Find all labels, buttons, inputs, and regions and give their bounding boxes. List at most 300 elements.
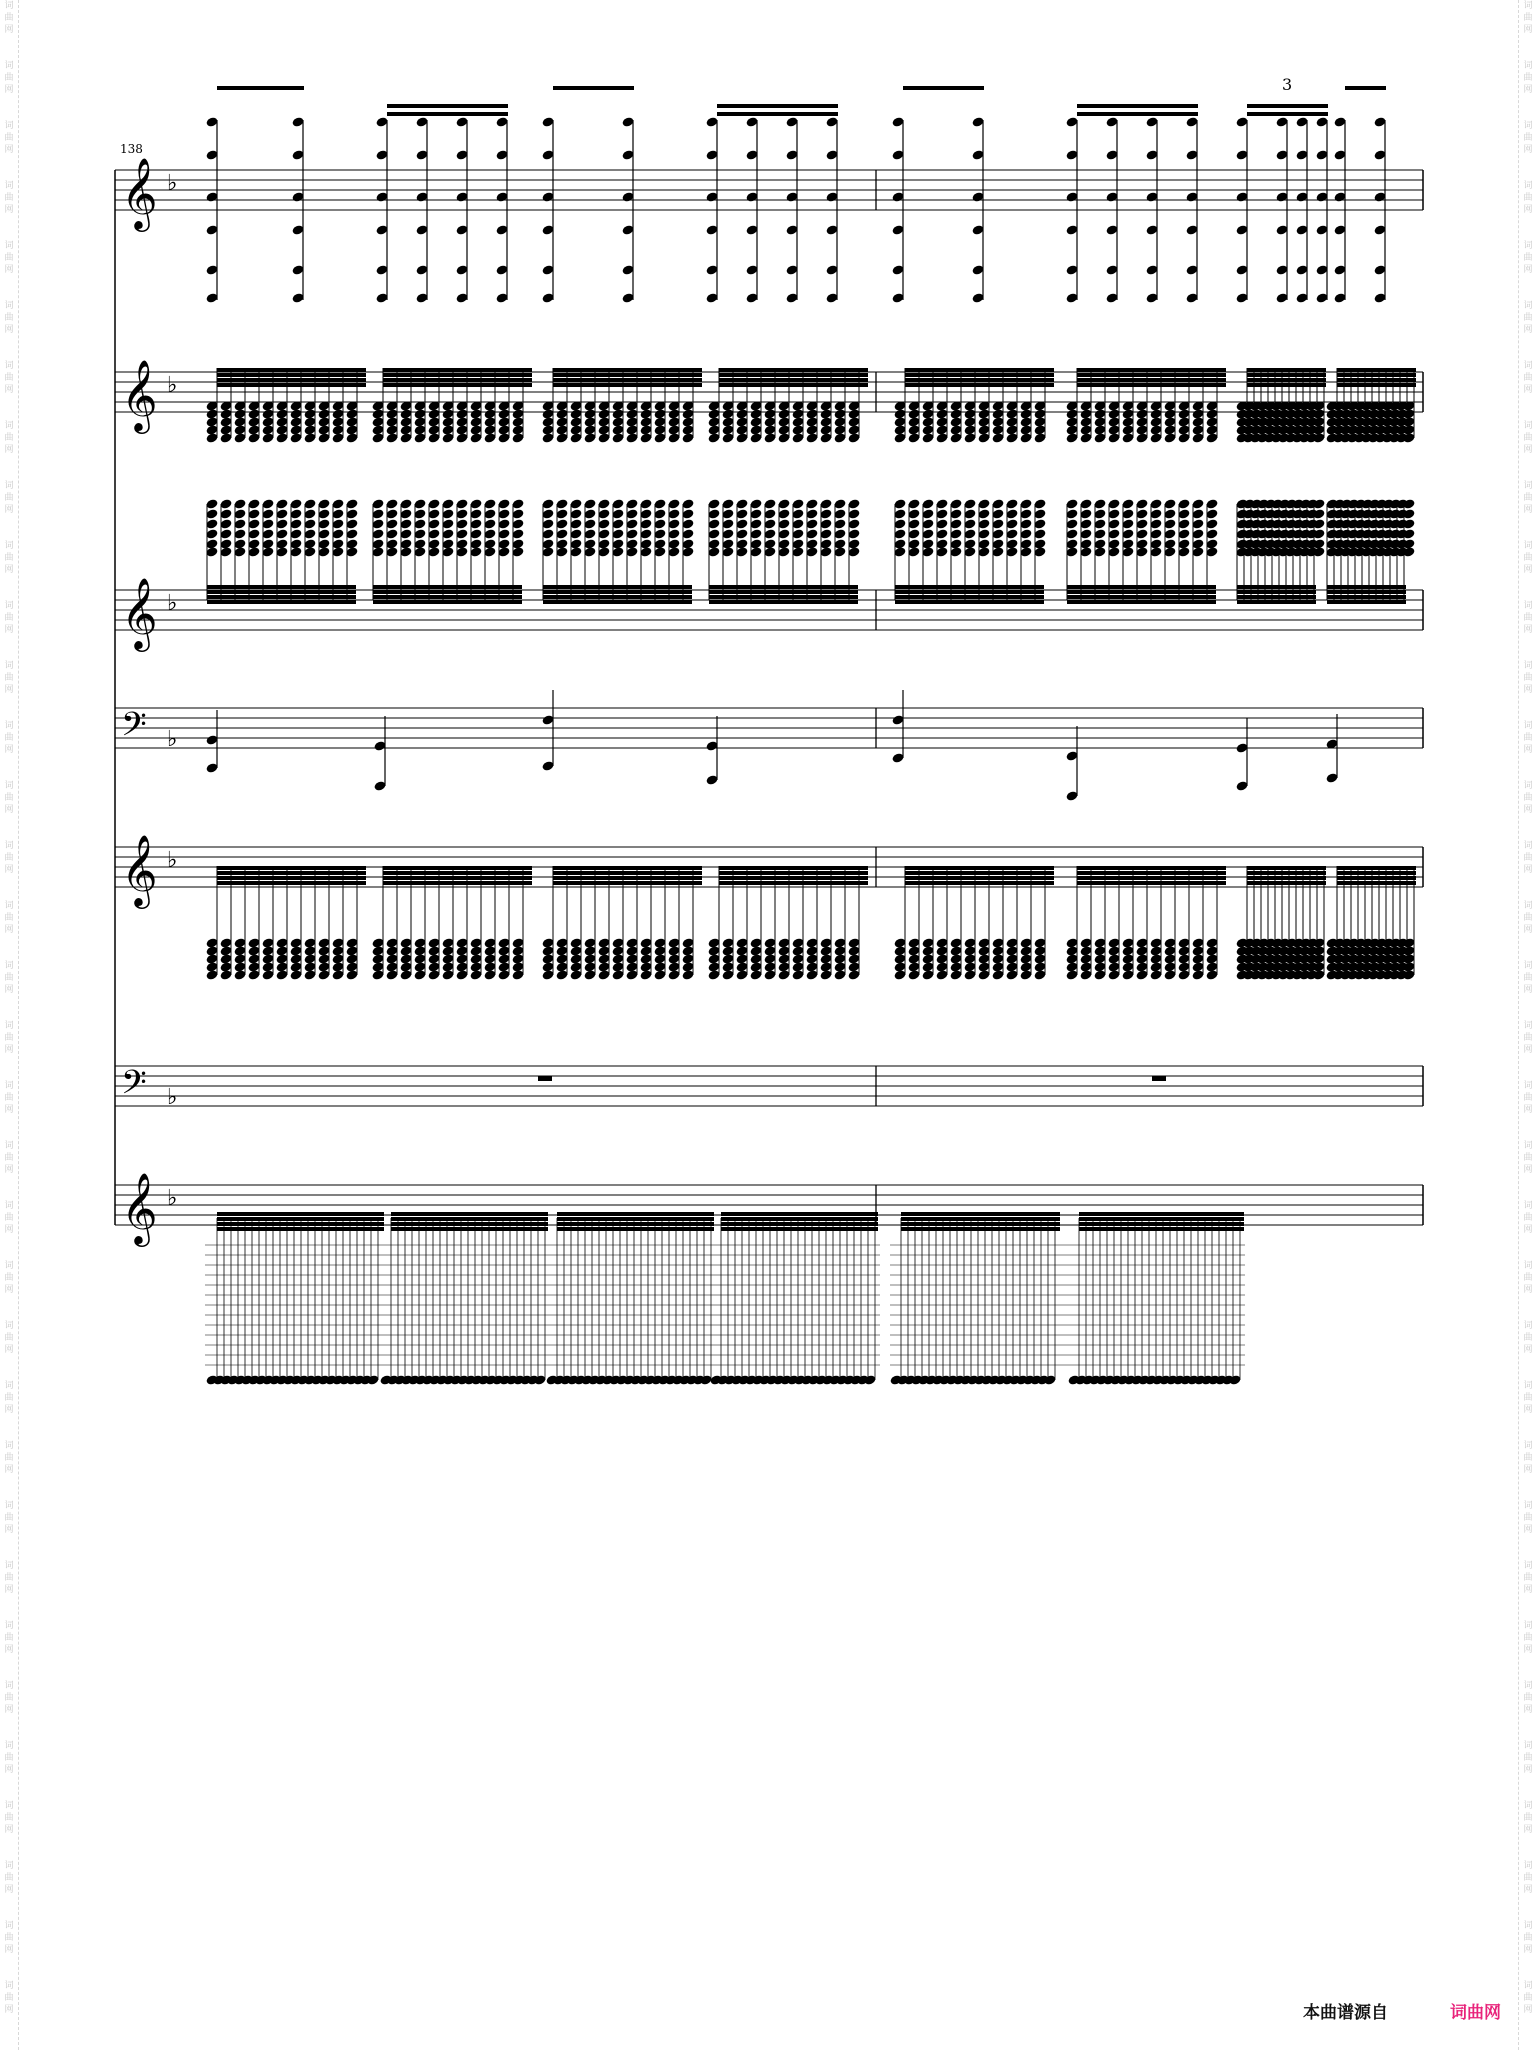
beam	[217, 1227, 384, 1231]
watermark-glyph: 网	[1523, 205, 1533, 215]
beam	[905, 866, 1054, 870]
watermark-glyph: 网	[1523, 85, 1533, 95]
watermark-glyph: 词	[1523, 1981, 1533, 1991]
watermark-glyph: 曲	[4, 253, 14, 263]
watermark-glyph: 词	[1523, 181, 1533, 191]
watermark-glyph: 曲	[1523, 1333, 1533, 1343]
watermark-glyph: 词	[4, 1, 14, 11]
beam	[1337, 871, 1416, 875]
beam	[383, 383, 532, 387]
beam	[207, 585, 356, 589]
watermark-glyph: 词	[4, 121, 14, 131]
watermark-glyph: 词	[4, 1801, 14, 1811]
watermark-glyph: 曲	[4, 733, 14, 743]
beam	[1077, 871, 1226, 875]
beam	[553, 876, 702, 880]
watermark-glyph: 曲	[4, 1453, 14, 1463]
watermark-glyph: 网	[4, 805, 14, 815]
watermark-glyph: 网	[1523, 1285, 1533, 1295]
beam	[719, 881, 868, 885]
beam	[383, 368, 532, 372]
watermark-glyph: 词	[1523, 1381, 1533, 1391]
beam	[1237, 590, 1316, 594]
beam	[1337, 378, 1416, 382]
watermark-glyph: 词	[4, 541, 14, 551]
watermark-glyph: 曲	[4, 913, 14, 923]
beam	[1247, 866, 1326, 870]
beam	[901, 1217, 1060, 1221]
beam	[1247, 112, 1328, 116]
watermark-glyph: 词	[1523, 901, 1533, 911]
beam	[1237, 595, 1316, 599]
watermark-glyph: 词	[1523, 1261, 1533, 1271]
watermark-glyph: 网	[4, 1345, 14, 1355]
beam	[895, 585, 1044, 589]
watermark-glyph: 网	[4, 1825, 14, 1835]
beam	[1327, 595, 1406, 599]
beam	[217, 871, 366, 875]
watermark-glyph: 词	[4, 1741, 14, 1751]
beam	[905, 871, 1054, 875]
watermark-glyph: 网	[1523, 325, 1533, 335]
watermark-glyph: 网	[1523, 685, 1533, 695]
watermark-glyph: 网	[1523, 1585, 1533, 1595]
beam	[383, 378, 532, 382]
beam	[553, 881, 702, 885]
watermark-glyph: 曲	[4, 793, 14, 803]
staff-5-notes	[205, 866, 1416, 981]
watermark-glyph: 网	[1523, 25, 1533, 35]
watermark-glyph: 词	[4, 1141, 14, 1151]
watermark-glyph: 词	[1523, 1861, 1533, 1871]
watermark-glyph: 网	[4, 1105, 14, 1115]
watermark-glyph: 词	[1523, 1081, 1533, 1091]
beam	[1079, 1227, 1244, 1231]
watermark-glyph: 词	[4, 1921, 14, 1931]
watermark-glyph: 网	[1523, 625, 1533, 635]
watermark-glyph: 曲	[4, 973, 14, 983]
watermark-glyph: 网	[1523, 1405, 1533, 1415]
watermark-glyph: 词	[1523, 121, 1533, 131]
staff-2-notes	[205, 368, 1416, 444]
beam	[373, 585, 522, 589]
watermark-glyph: 词	[1523, 1141, 1533, 1151]
beam	[1067, 600, 1216, 604]
watermark-glyph: 网	[4, 1645, 14, 1655]
beam	[1337, 881, 1416, 885]
watermark-glyph: 词	[4, 301, 14, 311]
watermark-glyph: 曲	[1523, 973, 1533, 983]
measure-number: 138	[120, 142, 143, 156]
watermark-glyph: 曲	[1523, 1273, 1533, 1283]
beam	[543, 590, 692, 594]
watermark-glyph: 词	[1523, 961, 1533, 971]
beam	[1337, 383, 1416, 387]
beam	[373, 590, 522, 594]
beam	[905, 373, 1054, 377]
beam	[553, 378, 702, 382]
watermark-glyph: 曲	[1523, 553, 1533, 563]
beam	[1247, 373, 1326, 377]
beam	[383, 876, 532, 880]
beam	[1247, 378, 1326, 382]
watermark-glyph: 词	[4, 1561, 14, 1571]
watermark-glyph: 网	[4, 265, 14, 275]
beam	[1077, 373, 1226, 377]
watermark-glyph: 网	[4, 2005, 14, 2015]
watermark-glyph: 网	[4, 1405, 14, 1415]
flat-key-signature: ♭	[167, 591, 178, 616]
watermark-glyph: 曲	[4, 1033, 14, 1043]
watermark-glyph: 曲	[4, 1633, 14, 1643]
beam	[1327, 585, 1406, 589]
beam	[373, 600, 522, 604]
watermark-glyph: 曲	[1523, 613, 1533, 623]
beam	[391, 1222, 548, 1226]
beam	[719, 368, 868, 372]
beam	[553, 383, 702, 387]
watermark-glyph: 曲	[4, 1093, 14, 1103]
watermark-glyph: 曲	[4, 73, 14, 83]
beam	[543, 600, 692, 604]
beam	[905, 876, 1054, 880]
beam	[391, 1217, 548, 1221]
staff-7	[115, 1171, 1423, 1247]
watermark-glyph: 网	[1523, 1105, 1533, 1115]
watermark-glyph: 曲	[4, 553, 14, 563]
beam	[905, 383, 1054, 387]
watermark-glyph: 网	[4, 565, 14, 575]
watermark-glyph: 词	[1523, 361, 1533, 371]
watermark-glyph: 词	[4, 1501, 14, 1511]
beam	[217, 1212, 384, 1216]
tuplet-number: 3	[1282, 75, 1293, 94]
watermark-glyph: 曲	[4, 1993, 14, 2003]
staff-1-notes	[205, 75, 1386, 304]
watermark-glyph: 网	[4, 1945, 14, 1955]
whole-rest	[538, 1076, 552, 1081]
beam	[1067, 595, 1216, 599]
treble-clef-icon: 𝄞	[121, 156, 158, 229]
staff-6-notes	[538, 1076, 1166, 1081]
beam	[1077, 866, 1226, 870]
beam	[709, 590, 858, 594]
watermark-glyph: 词	[4, 1261, 14, 1271]
watermark-glyph: 网	[1523, 925, 1533, 935]
watermark-glyph: 词	[4, 181, 14, 191]
watermark-glyph: 词	[1523, 1561, 1533, 1571]
beam	[709, 600, 858, 604]
watermark-glyph: 曲	[4, 373, 14, 383]
beam	[387, 104, 508, 108]
beam	[217, 368, 366, 372]
beam	[717, 112, 838, 116]
beam	[207, 600, 356, 604]
watermark-glyph: 网	[4, 1465, 14, 1475]
watermark-glyph: 网	[4, 745, 14, 755]
watermark-glyph: 词	[4, 1441, 14, 1451]
beam	[217, 86, 304, 90]
beam	[721, 1222, 878, 1226]
beam	[1247, 871, 1326, 875]
beam	[709, 595, 858, 599]
watermark-glyph: 词	[1523, 841, 1533, 851]
watermark-glyph: 网	[4, 1165, 14, 1175]
watermark-glyph: 网	[4, 1585, 14, 1595]
beam	[553, 373, 702, 377]
beam	[1237, 585, 1316, 589]
watermark-glyph: 曲	[1523, 793, 1533, 803]
beam	[1077, 368, 1226, 372]
watermark-glyph: 词	[1523, 1801, 1533, 1811]
watermark-glyph: 曲	[4, 433, 14, 443]
flat-key-signature: ♭	[167, 727, 178, 752]
watermark-glyph: 网	[1523, 1225, 1533, 1235]
beam	[719, 866, 868, 870]
beam	[217, 378, 366, 382]
watermark-glyph: 曲	[4, 1933, 14, 1943]
watermark-glyph: 曲	[1523, 313, 1533, 323]
watermark-glyph: 词	[1523, 781, 1533, 791]
watermark-glyph: 网	[4, 1705, 14, 1715]
watermark-glyph: 网	[1523, 1945, 1533, 1955]
watermark-glyph: 词	[1523, 1621, 1533, 1631]
beam	[217, 881, 366, 885]
watermark-glyph: 词	[1523, 1, 1533, 11]
flat-key-signature: ♭	[167, 848, 178, 873]
beam	[543, 595, 692, 599]
flat-key-signature: ♭	[167, 1085, 178, 1110]
watermark-glyph: 词	[4, 901, 14, 911]
watermark-glyph: 词	[1523, 421, 1533, 431]
watermark-glyph: 网	[1523, 2005, 1533, 2015]
watermark-glyph: 词	[4, 781, 14, 791]
staff-4-notes	[205, 690, 1338, 802]
beam	[543, 585, 692, 589]
beam	[1077, 112, 1198, 116]
beam	[719, 383, 868, 387]
watermark-glyph: 曲	[1523, 1873, 1533, 1883]
watermark-glyph: 曲	[1523, 493, 1533, 503]
beam	[557, 1227, 714, 1231]
watermark-glyph: 网	[4, 1525, 14, 1535]
watermark-glyph: 曲	[1523, 1633, 1533, 1643]
beam	[1079, 1217, 1244, 1221]
watermark-glyph: 曲	[1523, 133, 1533, 143]
beam	[719, 378, 868, 382]
watermark-glyph: 网	[4, 445, 14, 455]
beam	[217, 383, 366, 387]
flat-key-signature: ♭	[167, 373, 178, 398]
beam	[553, 871, 702, 875]
watermark-glyph: 曲	[4, 1393, 14, 1403]
watermark-glyph: 词	[1523, 1501, 1533, 1511]
watermark-glyph: 网	[1523, 1645, 1533, 1655]
beam	[721, 1217, 878, 1221]
beam	[721, 1212, 878, 1216]
site-name-link[interactable]: 词曲网	[1450, 2003, 1501, 2023]
watermark-glyph: 词	[1523, 1681, 1533, 1691]
watermark-glyph: 网	[4, 1765, 14, 1775]
watermark-glyph: 曲	[1523, 673, 1533, 683]
watermark-glyph: 词	[1523, 601, 1533, 611]
watermark-glyph: 曲	[1523, 1813, 1533, 1823]
beam	[905, 378, 1054, 382]
watermark-glyph: 曲	[1523, 1573, 1533, 1583]
watermark-glyph: 网	[4, 925, 14, 935]
watermark-glyph: 曲	[1523, 373, 1533, 383]
source-label: 本曲谱源自	[1303, 2003, 1388, 2023]
watermark-glyph: 曲	[4, 193, 14, 203]
watermark-glyph: 词	[4, 1081, 14, 1091]
watermark-glyph: 网	[4, 85, 14, 95]
beam	[895, 600, 1044, 604]
watermark-glyph: 网	[4, 205, 14, 215]
watermark-glyph: 曲	[1523, 1393, 1533, 1403]
beam	[217, 1217, 384, 1221]
watermark-glyph: 网	[1523, 1345, 1533, 1355]
watermark-glyph: 网	[4, 625, 14, 635]
watermark-glyph: 网	[1523, 745, 1533, 755]
watermark-glyph: 网	[4, 1285, 14, 1295]
watermark-glyph: 网	[4, 685, 14, 695]
beam	[383, 866, 532, 870]
watermark-glyph: 曲	[4, 1333, 14, 1343]
watermark-glyph: 网	[4, 385, 14, 395]
watermark-glyph: 词	[1523, 241, 1533, 251]
beam	[719, 876, 868, 880]
beam	[387, 112, 508, 116]
beam	[1337, 368, 1416, 372]
beam	[383, 871, 532, 875]
watermark-glyph: 网	[4, 985, 14, 995]
watermark-glyph: 曲	[1523, 853, 1533, 863]
flat-key-signature: ♭	[167, 171, 178, 196]
beam	[391, 1227, 548, 1231]
watermark-glyph: 曲	[4, 613, 14, 623]
watermark-glyph: 词	[4, 361, 14, 371]
watermark-glyph: 曲	[4, 13, 14, 23]
beam	[557, 1217, 714, 1221]
beam	[1077, 881, 1226, 885]
watermark-glyph: 网	[1523, 1465, 1533, 1475]
watermark-glyph: 词	[4, 1981, 14, 1991]
beam	[905, 368, 1054, 372]
watermark-glyph: 网	[1523, 145, 1533, 155]
watermark-glyph: 曲	[1523, 913, 1533, 923]
beam	[553, 86, 634, 90]
watermark-glyph: 词	[4, 61, 14, 71]
watermark-glyph: 网	[4, 1885, 14, 1895]
watermark-glyph: 曲	[1523, 1693, 1533, 1703]
watermark-glyph: 曲	[4, 1513, 14, 1523]
beam	[373, 595, 522, 599]
beam	[1247, 881, 1326, 885]
watermark-glyph: 曲	[1523, 1033, 1533, 1043]
watermark-glyph: 曲	[1523, 433, 1533, 443]
beam	[207, 590, 356, 594]
whole-rest	[1152, 1076, 1166, 1081]
staff-3-notes	[205, 498, 1415, 604]
beam	[721, 1227, 878, 1231]
watermark-glyph: 曲	[1523, 1093, 1533, 1103]
watermark-glyph: 词	[1523, 61, 1533, 71]
watermark-glyph: 曲	[4, 1753, 14, 1763]
beam	[1067, 590, 1216, 594]
watermark-glyph: 网	[4, 1045, 14, 1055]
watermark-glyph: 网	[4, 505, 14, 515]
watermark-glyph: 词	[4, 241, 14, 251]
watermark-glyph: 词	[4, 841, 14, 851]
treble-clef-icon: 𝄞	[121, 833, 158, 906]
watermark-glyph: 词	[1523, 1321, 1533, 1331]
watermark-glyph: 词	[1523, 1921, 1533, 1931]
watermark-glyph: 词	[1523, 661, 1533, 671]
watermark-glyph: 词	[1523, 1741, 1533, 1751]
beam	[1077, 378, 1226, 382]
watermark-glyph: 曲	[4, 853, 14, 863]
watermark-glyph: 曲	[1523, 1213, 1533, 1223]
watermark-glyph: 词	[4, 961, 14, 971]
watermark-glyph: 网	[1523, 1765, 1533, 1775]
beam	[557, 1212, 714, 1216]
watermark-glyph: 词	[1523, 301, 1533, 311]
beam	[1077, 104, 1198, 108]
beam	[383, 373, 532, 377]
watermark-glyph: 词	[4, 1381, 14, 1391]
watermark-glyph: 词	[1523, 721, 1533, 731]
beam	[905, 881, 1054, 885]
beam	[1077, 383, 1226, 387]
watermark-glyph: 词	[4, 1201, 14, 1211]
watermark-glyph: 网	[1523, 1045, 1533, 1055]
watermark-glyph: 曲	[4, 673, 14, 683]
staff-6	[115, 1064, 1423, 1110]
beam	[557, 1222, 714, 1226]
beam	[1247, 368, 1326, 372]
watermark-glyph: 曲	[4, 1273, 14, 1283]
watermark-glyph: 词	[1523, 1021, 1533, 1031]
beam	[217, 866, 366, 870]
beam	[1337, 876, 1416, 880]
beam	[719, 373, 868, 377]
watermark-glyph: 词	[1523, 1441, 1533, 1451]
beam	[1327, 590, 1406, 594]
watermark-glyph: 词	[4, 1621, 14, 1631]
watermark-glyph: 词	[4, 1861, 14, 1871]
beam	[901, 1212, 1060, 1216]
watermark-glyph: 网	[4, 1225, 14, 1235]
watermark-glyph: 词	[4, 421, 14, 431]
beam	[217, 876, 366, 880]
beam	[217, 1222, 384, 1226]
bass-clef-icon: 𝄢	[121, 1064, 147, 1110]
watermark-glyph: 词	[4, 1021, 14, 1031]
watermark-glyph: 词	[4, 601, 14, 611]
watermark-glyph: 曲	[4, 133, 14, 143]
watermark-glyph: 网	[1523, 505, 1533, 515]
beam	[1327, 600, 1406, 604]
beam	[207, 595, 356, 599]
treble-clef-icon: 𝄞	[121, 358, 158, 431]
watermark-glyph: 网	[4, 25, 14, 35]
watermark-glyph: 曲	[1523, 1993, 1533, 2003]
beam	[901, 1222, 1060, 1226]
flat-key-signature: ♭	[167, 1186, 178, 1211]
staff-1	[115, 156, 1423, 232]
watermark-glyph: 网	[1523, 1825, 1533, 1835]
beam	[1337, 373, 1416, 377]
